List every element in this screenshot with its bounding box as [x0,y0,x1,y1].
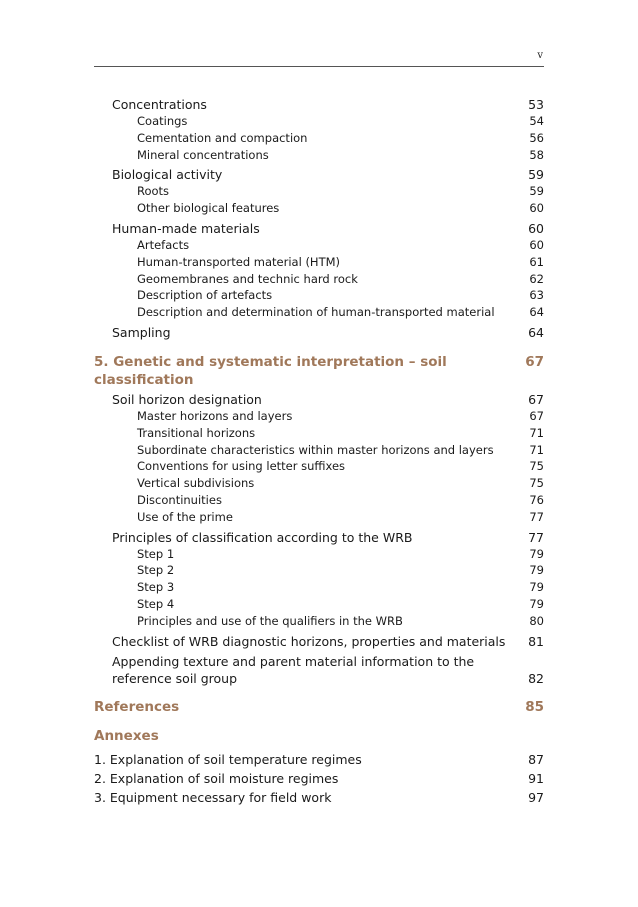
toc-subsection[interactable] [94,475,544,492]
toc-subsection-page: 79 [529,580,544,595]
toc-subsection-title: Conventions for using letter suffixes [137,459,346,474]
toc-references[interactable] [94,698,544,716]
toc-annex-page: 87 [528,751,544,767]
toc-subsection-page: 61 [529,254,544,269]
toc-subsection-title: Vertical subdivisions [137,476,255,491]
toc-section-title: Human-made materials [112,220,260,236]
toc-subsection[interactable] [94,200,544,217]
toc-chapter-5[interactable] [94,353,544,389]
page-number: v [537,50,543,61]
toc-subsection-page: 63 [529,288,544,303]
toc-subsection-title: Coatings [137,114,188,128]
toc-annexes-title: Annexes [94,727,159,744]
toc-subsection-title: Discontinuities [137,492,222,507]
toc-section[interactable] [94,220,544,237]
toc-subsection-page: 79 [529,596,544,611]
toc-annex-title: 2. Explanation of soil moisture regimes [94,770,339,786]
toc-annex-page: 91 [528,770,544,786]
toc-section-title: Sampling [112,324,171,340]
toc-section-page: 53 [528,97,544,112]
toc-subsection[interactable] [94,408,544,425]
toc-chapter-page: 67 [525,353,544,370]
toc-subsection-title: Cementation and compaction [137,130,308,145]
toc-subsection-title: Step 2 [137,563,175,578]
toc-annex-page: 97 [528,789,544,805]
sections-block [94,96,544,341]
toc-subsection[interactable] [94,130,544,147]
toc-subsection-title: Artefacts [137,237,190,252]
toc-subsection-page: 58 [529,147,544,162]
toc-subsection-title: Principles and use of the qualifiers in the WRB [137,613,403,628]
toc-subsection-page: 64 [529,305,544,320]
header-rule [94,66,544,67]
toc-subsection[interactable] [94,183,544,200]
toc-annex-title: 3. Equipment necessary for field work [94,789,332,805]
toc-subsection[interactable] [94,425,544,442]
toc-subsection[interactable] [94,613,544,630]
toc-section-page: 59 [528,167,544,183]
toc-subsection-page: 67 [529,408,544,423]
toc-subsection-title: Geomembranes and technic hard rock [137,271,358,286]
toc-subsection-page: 60 [529,237,544,252]
toc-subsection[interactable] [94,304,544,321]
toc-subsection[interactable] [94,442,544,459]
toc-annex[interactable] [94,789,544,806]
toc-section-title-line2: reference soil group [112,670,238,686]
toc-section-title [112,653,492,687]
toc-subsection-page: 76 [529,492,544,507]
toc-subsection[interactable] [94,579,544,596]
toc-section-title: Soil horizon designation [112,391,262,407]
toc-subsection-title: Roots [137,184,170,199]
toc-subsection-title: Master horizons and layers [137,408,293,423]
toc-section-title: Principles of classification according to the WRB [112,529,413,545]
toc-subsection[interactable] [94,271,544,288]
toc-subsection[interactable] [94,546,544,563]
toc-subsection-page: 71 [529,442,544,457]
toc-subsection-title: Description and determination of human-transported material [137,305,495,320]
toc-chapter-title: 5. Genetic and systematic interpretation – soil classification [94,353,447,388]
toc-subsection-page: 79 [529,546,544,561]
toc-subsection-page: 79 [529,563,544,578]
toc-subsection[interactable] [94,113,544,130]
toc-section-page: 67 [528,391,544,407]
toc-subsection-title: Subordinate characteristics within master horizons and layers [137,442,494,457]
toc-subsection-title: Human-transported material (HTM) [137,254,341,269]
toc-subsection[interactable] [94,287,544,304]
toc-subsection-title: Description of artefacts [137,288,273,303]
toc-subsection[interactable] [94,596,544,613]
toc-subsection-title: Step 3 [137,580,175,595]
chapter5-sections-block [94,391,544,650]
toc-section-page: 81 [528,633,544,649]
toc-subsection-page: 75 [529,459,544,474]
toc-section[interactable] [94,633,544,650]
toc-section-appending[interactable] [94,653,544,687]
toc-subsection-page: 75 [529,476,544,491]
toc-annex[interactable] [94,770,544,787]
toc-section[interactable] [94,391,544,408]
toc-subsection-page: 80 [529,613,544,628]
toc-subsection-page: 54 [529,114,544,128]
annexes-list [94,751,544,806]
toc-subsection[interactable] [94,254,544,271]
toc-subsection-page: 59 [529,184,544,199]
toc-section[interactable] [94,529,544,546]
toc-section-page: 64 [528,324,544,340]
toc-subsection[interactable] [94,562,544,579]
toc-subsection-page: 71 [529,425,544,440]
toc-references-title: References [94,698,180,715]
toc-annex[interactable] [94,751,544,768]
table-of-contents [94,96,544,806]
toc-subsection-title: Step 4 [137,596,175,611]
toc-subsection-page: 56 [529,130,544,145]
toc-section[interactable] [94,96,544,113]
toc-references-page: 85 [525,698,544,715]
toc-subsection[interactable] [94,147,544,164]
toc-section-page: 60 [528,220,544,236]
toc-subsection-page: 77 [529,509,544,524]
toc-annex-title: 1. Explanation of soil temperature regimes [94,751,362,767]
toc-section-page: 82 [528,670,544,686]
toc-subsection[interactable] [94,509,544,526]
toc-subsection-title: Use of the prime [137,509,233,524]
toc-section-title-line1: Appending texture and parent material information to the [112,653,475,669]
toc-section[interactable] [94,324,544,341]
toc-subsection-title: Step 1 [137,546,175,561]
toc-subsection-title: Other biological features [137,201,280,216]
toc-subsection[interactable] [94,492,544,509]
toc-section-title: Concentrations [112,97,207,112]
toc-subsection-title: Mineral concentrations [137,147,269,162]
toc-subsection[interactable] [94,237,544,254]
toc-subsection-page: 62 [529,271,544,286]
toc-section[interactable] [94,166,544,183]
toc-subsection[interactable] [94,458,544,475]
toc-section-page: 77 [528,529,544,545]
toc-subsection-page: 60 [529,201,544,216]
toc-section-title: Checklist of WRB diagnostic horizons, properties and materials [112,633,506,649]
toc-section-title: Biological activity [112,167,223,183]
toc-subsection-title: Transitional horizons [137,425,256,440]
